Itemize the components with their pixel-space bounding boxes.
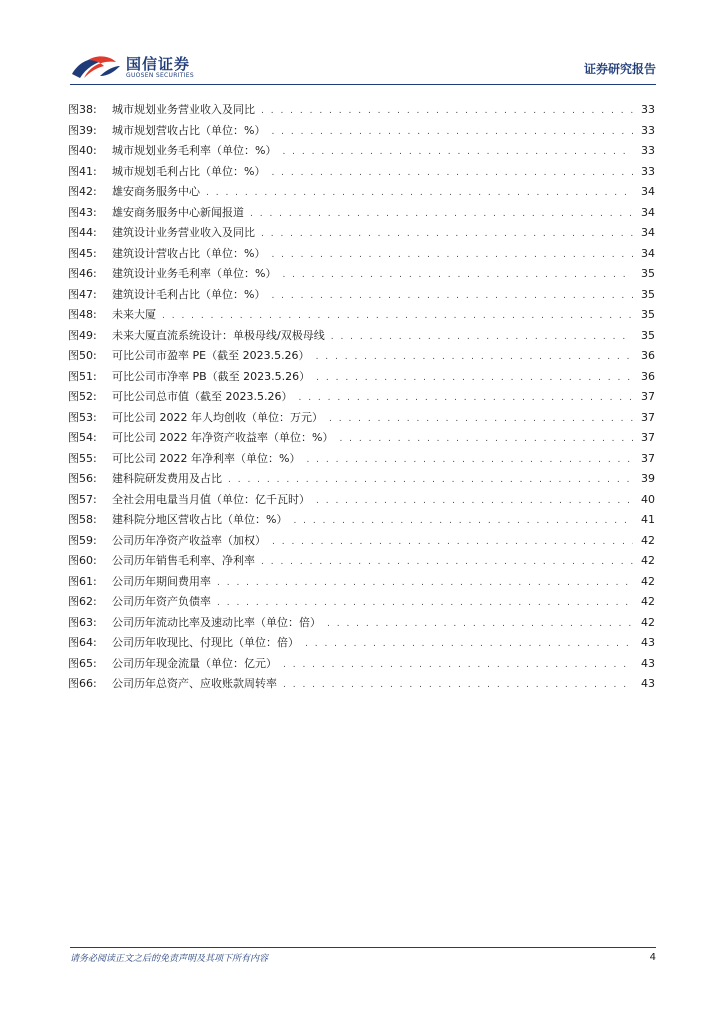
toc-figure-title: 建筑设计业务毛利率（单位：%）: [112, 267, 277, 280]
header-divider: [70, 84, 656, 85]
toc-entry[interactable]: [68, 470, 655, 491]
toc-page-number: 37: [641, 431, 655, 444]
toc-entry[interactable]: [68, 450, 655, 471]
toc-entry[interactable]: [68, 552, 655, 573]
toc-page-number: 42: [641, 533, 655, 547]
toc-figure-number: 图54:: [68, 431, 97, 444]
toc-figure-title: 公司历年收现比、付现比（单位：倍）: [112, 636, 299, 649]
footer-disclaimer: 请务必阅读正文之后的免责声明及其项下所有内容: [70, 954, 269, 964]
toc-entry[interactable]: [68, 675, 655, 696]
toc-figure-number: 图62:: [68, 595, 97, 608]
toc-figure-title: 未来大厦: [112, 308, 156, 321]
toc-page-number: 42: [641, 595, 655, 608]
guosen-logo-icon: [70, 52, 122, 82]
report-type-label: 证券研究报告: [583, 62, 656, 76]
toc-entry[interactable]: [68, 265, 655, 286]
toc-entry[interactable]: [68, 491, 655, 512]
toc-page-number: 35: [641, 287, 655, 301]
toc-entry[interactable]: [68, 306, 655, 327]
toc-entry[interactable]: [68, 388, 655, 409]
toc-page-number: 37: [641, 451, 655, 465]
toc-dot-leader: [329, 414, 633, 424]
toc-figure-title: 可比公司 2022 年净资产收益率（单位：%）: [112, 431, 334, 444]
toc-figure-title: 可比公司 2022 年净利率（单位：%）: [112, 451, 301, 465]
toc-figure-number: 图44:: [68, 226, 97, 239]
toc-entry[interactable]: [68, 593, 655, 614]
toc-figure-number: 图49:: [68, 328, 97, 342]
toc-page-number: 34: [641, 185, 655, 198]
toc-figure-title: 公司历年期间费用率: [112, 574, 211, 588]
toc-page-number: 42: [641, 574, 655, 588]
toc-figure-title: 可比公司市净率 PB（截至 2023.5.26）: [112, 369, 311, 383]
toc-figure-number: 图61:: [68, 574, 97, 588]
toc-figure-title: 全社会用电量当月值（单位：亿千瓦时）: [112, 492, 310, 506]
toc-figure-number: 图50:: [68, 349, 97, 362]
toc-dot-leader: [293, 516, 633, 526]
toc-figure-title: 城市规划业务营业收入及同比: [112, 103, 255, 116]
toc-entry[interactable]: [68, 101, 655, 122]
toc-page-number: 36: [641, 369, 655, 383]
toc-figure-number: 图46:: [68, 267, 97, 280]
toc-entry[interactable]: [68, 368, 655, 389]
page-header: [70, 52, 656, 84]
toc-dot-leader: [271, 291, 633, 301]
toc-dot-leader: [162, 311, 633, 321]
toc-figure-title: 公司历年销售毛利率、净利率: [112, 554, 255, 567]
toc-figure-title: 雄安商务服务中心新闻报道: [112, 205, 244, 219]
toc-figure-number: 图58:: [68, 513, 97, 526]
toc-page-number: 33: [641, 123, 655, 137]
toc-figure-number: 图47:: [68, 287, 97, 301]
toc-entry[interactable]: [68, 347, 655, 368]
logo-chinese-name: 国信证券: [126, 55, 191, 73]
toc-page-number: 34: [641, 205, 655, 219]
toc-figure-number: 图65:: [68, 656, 97, 670]
toc-page-number: 35: [641, 267, 655, 280]
toc-figure-title: 公司历年流动比率及速动比率（单位：倍）: [112, 615, 321, 629]
toc-page-number: 43: [641, 636, 655, 649]
toc-figure-title: 建科院分地区营收占比（单位：%）: [112, 513, 288, 526]
toc-entry[interactable]: [68, 655, 655, 676]
toc-figure-title: 公司历年现金流量（单位：亿元）: [112, 656, 277, 670]
toc-dot-leader: [298, 393, 633, 403]
toc-dot-leader: [283, 660, 633, 670]
toc-figure-number: 图57:: [68, 492, 97, 506]
toc-dot-leader: [306, 455, 633, 465]
toc-dot-leader: [339, 434, 633, 444]
toc-figure-number: 图38:: [68, 103, 97, 116]
toc-figure-title: 城市规划营收占比（单位：%）: [112, 123, 266, 137]
toc-entry[interactable]: [68, 163, 655, 184]
toc-page-number: 40: [641, 492, 655, 506]
toc-figure-title: 雄安商务服务中心: [112, 185, 200, 198]
toc-page-number: 33: [641, 164, 655, 178]
toc-figure-number: 图39:: [68, 123, 97, 137]
toc-page-number: 39: [641, 472, 655, 485]
toc-dot-leader: [282, 270, 633, 280]
toc-entry[interactable]: [68, 224, 655, 245]
toc-page-number: 36: [641, 349, 655, 362]
toc-figure-title: 未来大厦直流系统设计：单极母线/双极母线: [112, 328, 325, 342]
toc-figure-title: 可比公司总市值（截至 2023.5.26）: [112, 390, 293, 403]
toc-page-number: 35: [641, 328, 655, 342]
toc-dot-leader: [316, 496, 633, 506]
toc-figure-number: 图48:: [68, 308, 97, 321]
toc-figure-number: 图55:: [68, 451, 97, 465]
toc-figure-number: 图43:: [68, 205, 97, 219]
toc-dot-leader: [250, 209, 633, 219]
toc-entry[interactable]: [68, 573, 655, 594]
toc-page-number: 34: [641, 246, 655, 260]
toc-page-number: 33: [641, 103, 655, 116]
toc-figure-title: 建筑设计毛利占比（单位：%）: [112, 287, 266, 301]
toc-figure-number: 图59:: [68, 533, 97, 547]
toc-page-number: 43: [641, 677, 655, 690]
toc-figure-number: 图41:: [68, 164, 97, 178]
toc-entry[interactable]: [68, 429, 655, 450]
toc-figure-number: 图52:: [68, 390, 97, 403]
toc-figure-title: 建科院研发费用及占比: [112, 472, 222, 485]
toc-dot-leader: [261, 229, 633, 239]
toc-dot-leader: [271, 168, 633, 178]
footer-divider: [70, 947, 656, 948]
toc-entry[interactable]: [68, 634, 655, 655]
toc-figure-title: 建筑设计营收占比（单位：%）: [112, 246, 266, 260]
page-number: 4: [649, 952, 656, 963]
toc-figure-number: 图63:: [68, 615, 97, 629]
toc-dot-leader: [316, 373, 633, 383]
toc-figure-number: 图40:: [68, 144, 97, 157]
toc-figure-title: 城市规划毛利占比（单位：%）: [112, 164, 266, 178]
toc-figure-title: 公司历年总资产、应收账款周转率: [112, 677, 277, 690]
toc-dot-leader: [282, 147, 633, 157]
toc-dot-leader: [327, 619, 633, 629]
toc-figure-number: 图42:: [68, 185, 97, 198]
toc-page-number: 41: [641, 513, 655, 526]
toc-page-number: 37: [641, 390, 655, 403]
toc-figure-number: 图45:: [68, 246, 97, 260]
toc-dot-leader: [206, 188, 633, 198]
toc-page-number: 33: [641, 144, 655, 157]
toc-figure-title: 建筑设计业务营业收入及同比: [112, 226, 255, 239]
toc-dot-leader: [305, 639, 633, 649]
toc-page-number: 37: [641, 410, 655, 424]
toc-entry[interactable]: [68, 122, 655, 143]
toc-page-number: 42: [641, 615, 655, 629]
toc-dot-leader: [271, 250, 633, 260]
figure-list: [68, 101, 655, 696]
toc-entry[interactable]: [68, 532, 655, 553]
toc-figure-title: 可比公司 2022 年人均创收（单位：万元）: [112, 410, 323, 424]
toc-dot-leader: [261, 557, 633, 567]
toc-dot-leader: [272, 537, 633, 547]
toc-figure-number: 图56:: [68, 472, 97, 485]
toc-figure-number: 图66:: [68, 677, 97, 690]
toc-entry[interactable]: [68, 614, 655, 635]
toc-page-number: 42: [641, 554, 655, 567]
toc-entry[interactable]: [68, 511, 655, 532]
toc-figure-number: 图51:: [68, 369, 97, 383]
toc-entry[interactable]: [68, 183, 655, 204]
toc-dot-leader: [283, 680, 633, 690]
toc-figure-title: 公司历年净资产收益率（加权）: [112, 533, 266, 547]
toc-figure-title: 城市规划业务毛利率（单位：%）: [112, 144, 277, 157]
toc-page-number: 43: [641, 656, 655, 670]
toc-entry[interactable]: [68, 245, 655, 266]
toc-page-number: 34: [641, 226, 655, 239]
toc-entry[interactable]: [68, 204, 655, 225]
toc-dot-leader: [228, 475, 633, 485]
toc-dot-leader: [217, 578, 633, 588]
toc-figure-title: 可比公司市盈率 PE（截至 2023.5.26）: [112, 349, 310, 362]
toc-entry[interactable]: [68, 142, 655, 163]
toc-dot-leader: [261, 106, 633, 116]
toc-entry[interactable]: [68, 286, 655, 307]
toc-entry[interactable]: [68, 409, 655, 430]
toc-figure-number: 图60:: [68, 554, 97, 567]
toc-figure-number: 图53:: [68, 410, 97, 424]
logo-english-name: GUOSEN SECURITIES: [126, 72, 195, 79]
toc-entry[interactable]: [68, 327, 655, 348]
toc-page-number: 35: [641, 308, 655, 321]
toc-figure-number: 图64:: [68, 636, 97, 649]
toc-dot-leader: [316, 352, 633, 362]
toc-figure-title: 公司历年资产负债率: [112, 595, 211, 608]
toc-dot-leader: [271, 127, 633, 137]
toc-dot-leader: [217, 598, 633, 608]
toc-dot-leader: [331, 332, 633, 342]
